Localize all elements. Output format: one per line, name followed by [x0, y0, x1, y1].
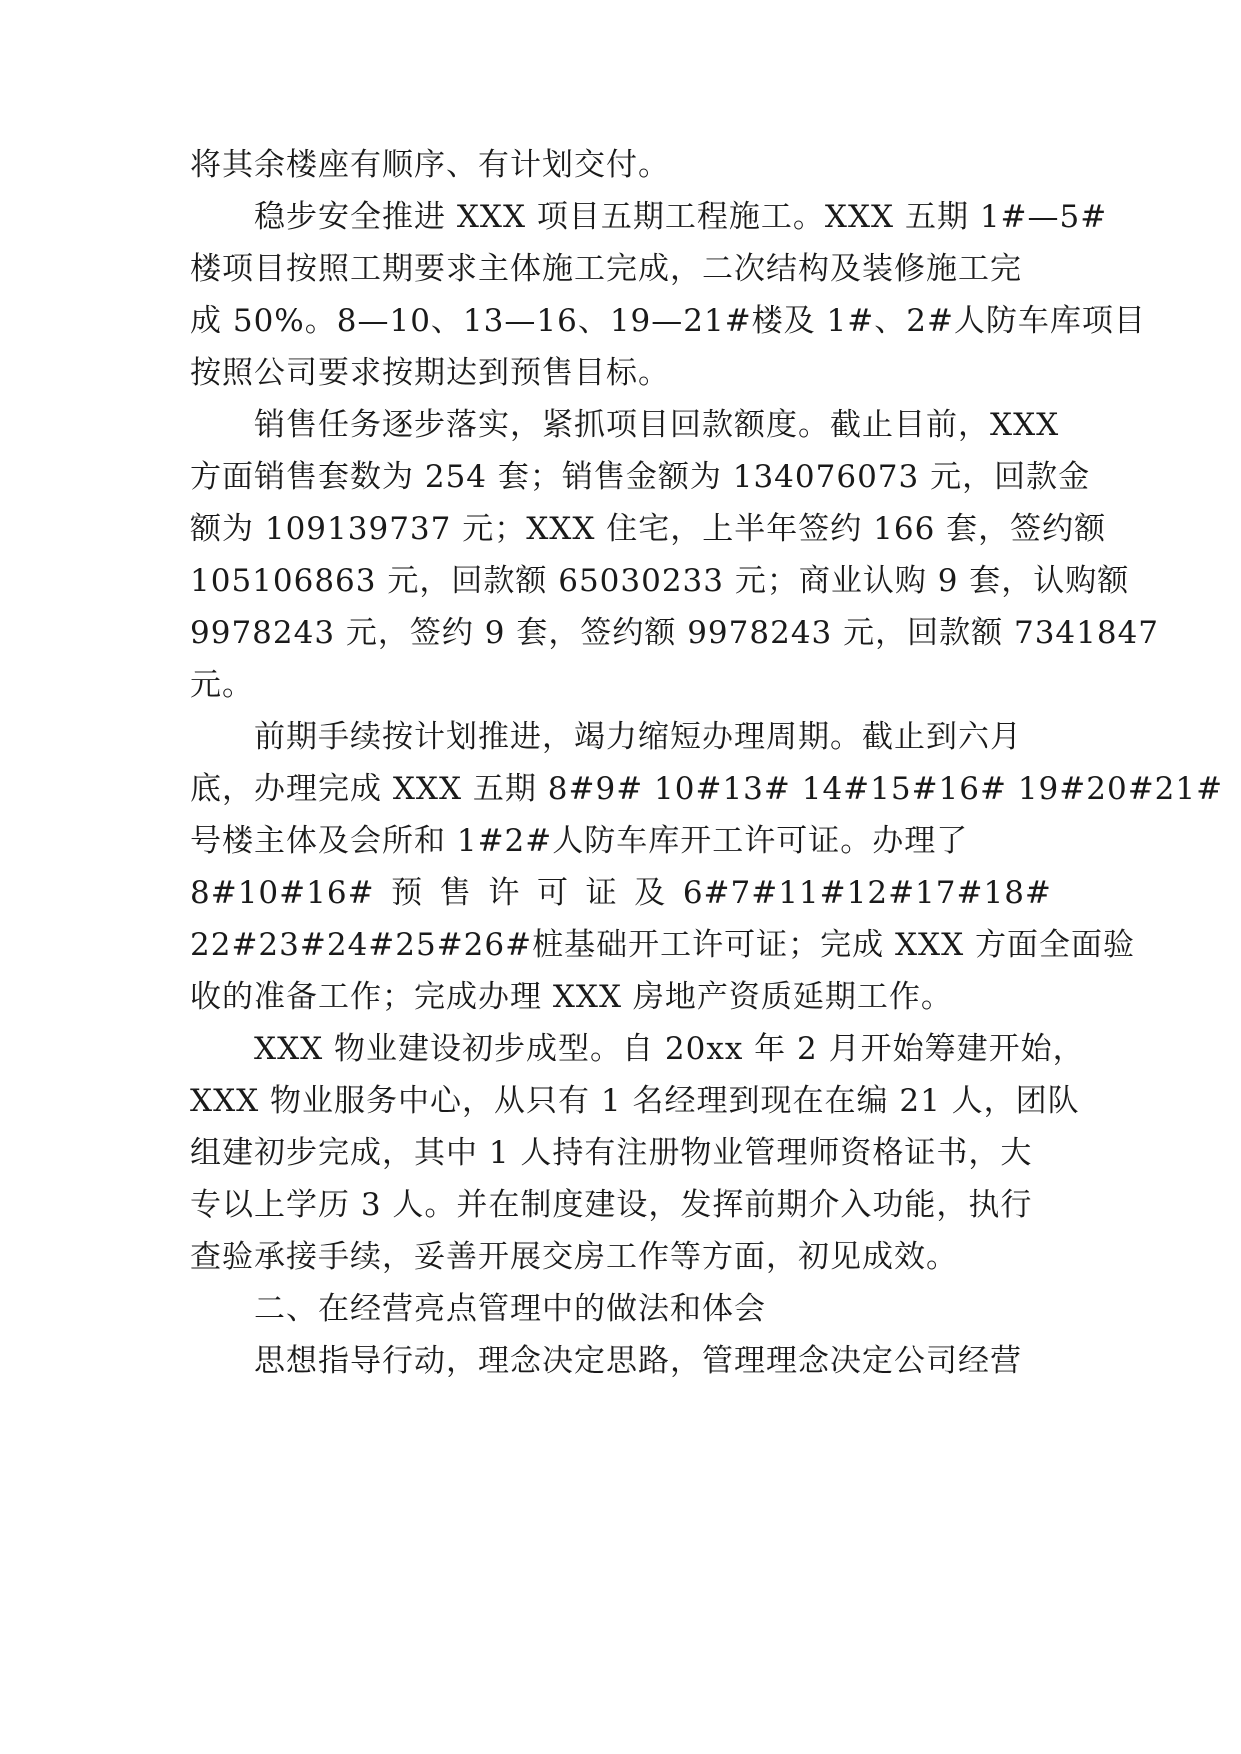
paragraph-construction-line-4: 按照公司要求按期达到预售目标。 [190, 355, 670, 391]
line-4-part-7: 及 [634, 875, 667, 911]
paragraph-sales-line-1: 销售任务逐步落实，紧抓项目回款额度。截止目前，XXX [254, 407, 1060, 443]
line-4-part-6: 证 [585, 875, 618, 911]
paragraph-sales-line-5: 9978243 元，签约 9 套，签约额 9978243 元，回款额 7341847 [190, 615, 1160, 651]
paragraph-sales-line-3: 额为 109139737 元；XXX 住宅，上半年签约 166 套，签约额 [190, 511, 1107, 547]
paragraph-property-line-1: XXX 物业建设初步成型。自 20xx 年 2 月开始筹建开始， [254, 1031, 1085, 1067]
section-heading: 二、在经营亮点管理中的做法和体会 [254, 1291, 766, 1327]
paragraph-property-line-3: 组建初步完成，其中 1 人持有注册物业管理师资格证书，大 [190, 1135, 1033, 1171]
paragraph-procedures-line-5: 22#23#24#25#26#桩基础开工许可证；完成 XXX 方面全面验 [190, 927, 1136, 963]
paragraph-procedures-line-6: 收的准备工作；完成办理 XXX 房地产资质延期工作。 [190, 979, 953, 1015]
paragraph-procedures-line-3: 号楼主体及会所和 1#2#人防车库开工许可证。办理了 [190, 823, 969, 859]
paragraph-sales-line-6: 元。 [190, 667, 254, 703]
line-4-part-1: 8#10#16# [190, 875, 375, 911]
paragraph-procedures-line-1: 前期手续按计划推进，竭力缩短办理周期。截止到六月 [254, 719, 1022, 755]
line-4-part-4: 许 [488, 875, 521, 911]
line-4-part-8: 6#7#11#12#17#18# [682, 875, 1052, 911]
paragraph-sales-line-4: 105106863 元，回款额 65030233 元；商业认购 9 套，认购额 [190, 563, 1130, 599]
line-4-part-3: 售 [439, 875, 472, 911]
paragraph-property-line-5: 查验承接手续，妥善开展交房工作等方面，初见成效。 [190, 1239, 958, 1275]
paragraph-property-line-4: 专以上学历 3 人。并在制度建设，发挥前期介入功能，执行 [190, 1187, 1033, 1223]
paragraph-procedures-line-4 [190, 873, 1052, 913]
paragraph-property-line-2: XXX 物业服务中心，从只有 1 名经理到现在在编 21 人，团队 [190, 1083, 1080, 1119]
paragraph-philosophy-line-1: 思想指导行动，理念决定思路，管理理念决定公司经营 [254, 1343, 1022, 1379]
paragraph-construction-line-1: 稳步安全推进 XXX 项目五期工程施工。XXX 五期 1#—5# [254, 199, 1108, 235]
line-4-part-2: 预 [391, 875, 424, 911]
paragraph-sales-line-2: 方面销售套数为 254 套；销售金额为 134076073 元，回款金 [190, 459, 1091, 495]
line-4-part-5: 可 [536, 875, 569, 911]
text-line-1: 将其余楼座有顺序、有计划交付。 [190, 147, 670, 183]
paragraph-construction-line-2: 楼项目按照工期要求主体施工完成，二次结构及装修施工完 [190, 251, 1022, 287]
paragraph-procedures-line-2: 底，办理完成 XXX 五期 8#9# 10#13# 14#15#16# 19#20#21# [190, 771, 1224, 807]
paragraph-construction-line-3: 成 50%。8—10、13—16、19—21#楼及 1#、2#人防车库项目 [190, 303, 1146, 339]
